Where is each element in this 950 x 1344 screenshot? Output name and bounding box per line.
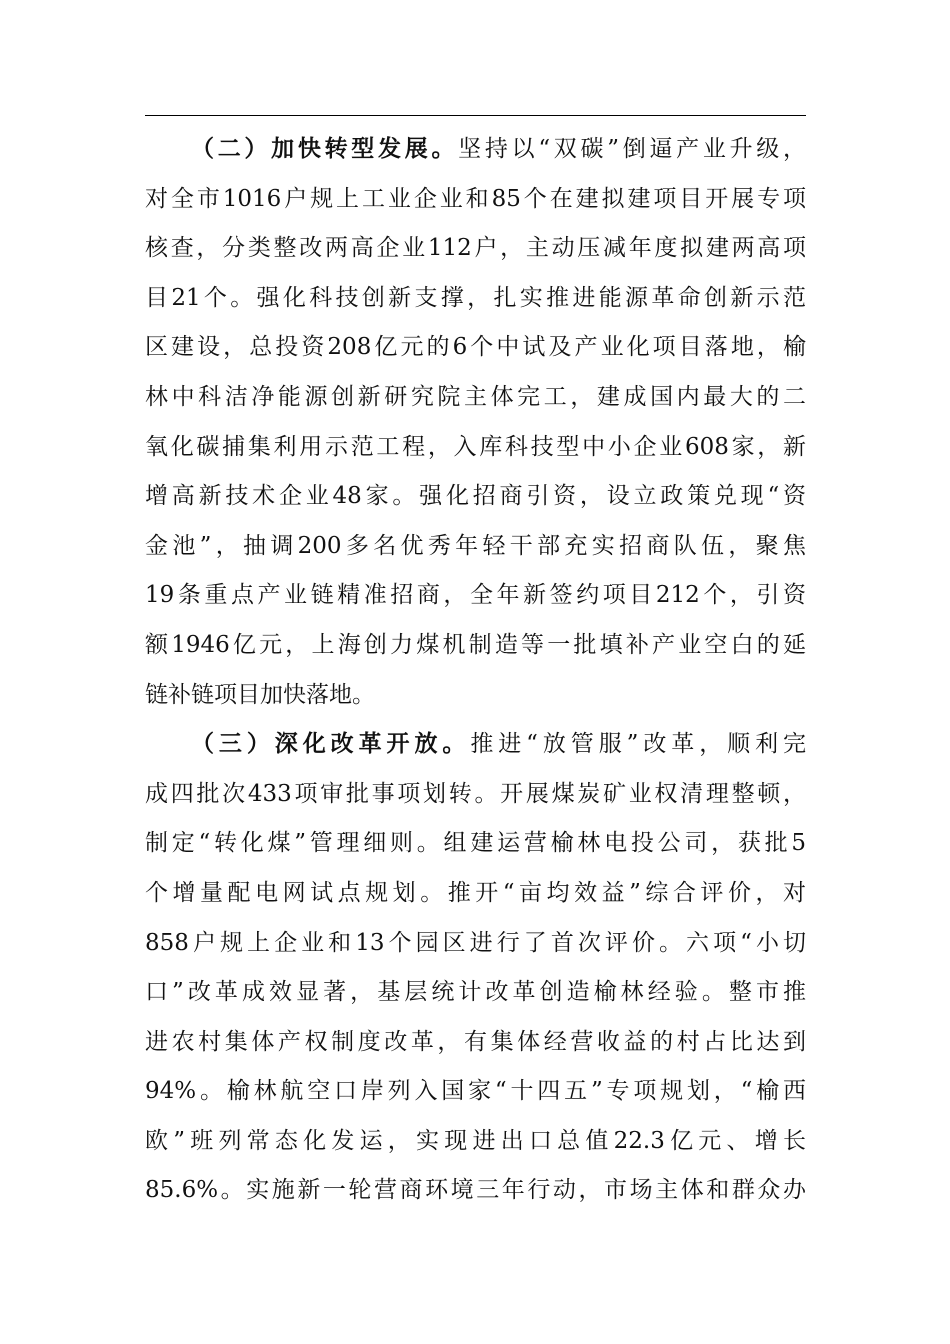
paragraph-text: 坚持以“双碳”倒逼产业升级，	[458, 136, 806, 162]
paragraph-line: 额1946亿元，上海创力煤机制造等一批填补产业空白的延	[145, 631, 806, 658]
paragraph-line: 94%。榆林航空口岸列入国家“十四五”专项规划，“榆西	[145, 1078, 806, 1105]
paragraph-line: 林中科洁净能源创新研究院主体完工，建成国内最大的二	[145, 383, 806, 410]
section-heading: （二）加快转型发展。	[191, 136, 459, 162]
document-body	[145, 125, 806, 1216]
paragraph-line: 成四批次433项审批事项划转。开展煤炭矿业权清理整顿，	[145, 780, 806, 807]
paragraph-line: 区建设，总投资208亿元的6个中试及产业化项目落地，榆	[145, 334, 806, 361]
paragraph-line: 858户规上企业和13个园区进行了首次评价。六项“小切	[145, 929, 806, 956]
section-heading: （三）深化改革开放。	[191, 731, 471, 758]
paragraph-line: 金池”，抽调200多名优秀年轻干部充实招商队伍，聚焦	[145, 532, 806, 559]
paragraph-line: 欧”班列常态化发运，实现进出口总值22.3亿元、增长	[145, 1127, 806, 1154]
paragraph-line: 制定“转化煤”管理细则。组建运营榆林电投公司，获批5	[145, 830, 806, 857]
paragraph-line: 目21个。强化科技创新支撑，扎实推进能源革命创新示范	[145, 284, 806, 311]
header-rule	[145, 115, 806, 116]
paragraph-line: 核查，分类整改两高企业112户，主动压减年度拟建两高项	[145, 235, 806, 262]
paragraph-line: 进农村集体产权制度改革，有集体经营收益的村占比达到	[145, 1028, 806, 1055]
paragraph-line	[145, 125, 806, 175]
paragraph-line: 85.6%。实施新一轮营商环境三年行动，市场主体和群众办	[145, 1177, 806, 1204]
paragraph-line: 19条重点产业链精准招商，全年新签约项目212个，引资	[145, 582, 806, 609]
paragraph-line: 氧化碳捕集利用示范工程，入库科技型中小企业608家，新	[145, 433, 806, 460]
paragraph-text: 推进“放管服”改革，顺利完	[470, 731, 806, 758]
paragraph-line: 链补链项目加快落地。	[145, 681, 375, 708]
paragraph-line: 口”改革成效显著，基层统计改革创造榆林经验。整市推	[145, 979, 806, 1006]
paragraph-line: 个增量配电网试点规划。推开“亩均效益”综合评价，对	[145, 879, 806, 906]
paragraph-line	[145, 720, 806, 770]
paragraph-line: 对全市1016户规上工业企业和85个在建拟建项目开展专项	[145, 185, 806, 212]
paragraph-line: 增高新技术企业48家。强化招商引资，设立政策兑现“资	[145, 483, 806, 510]
